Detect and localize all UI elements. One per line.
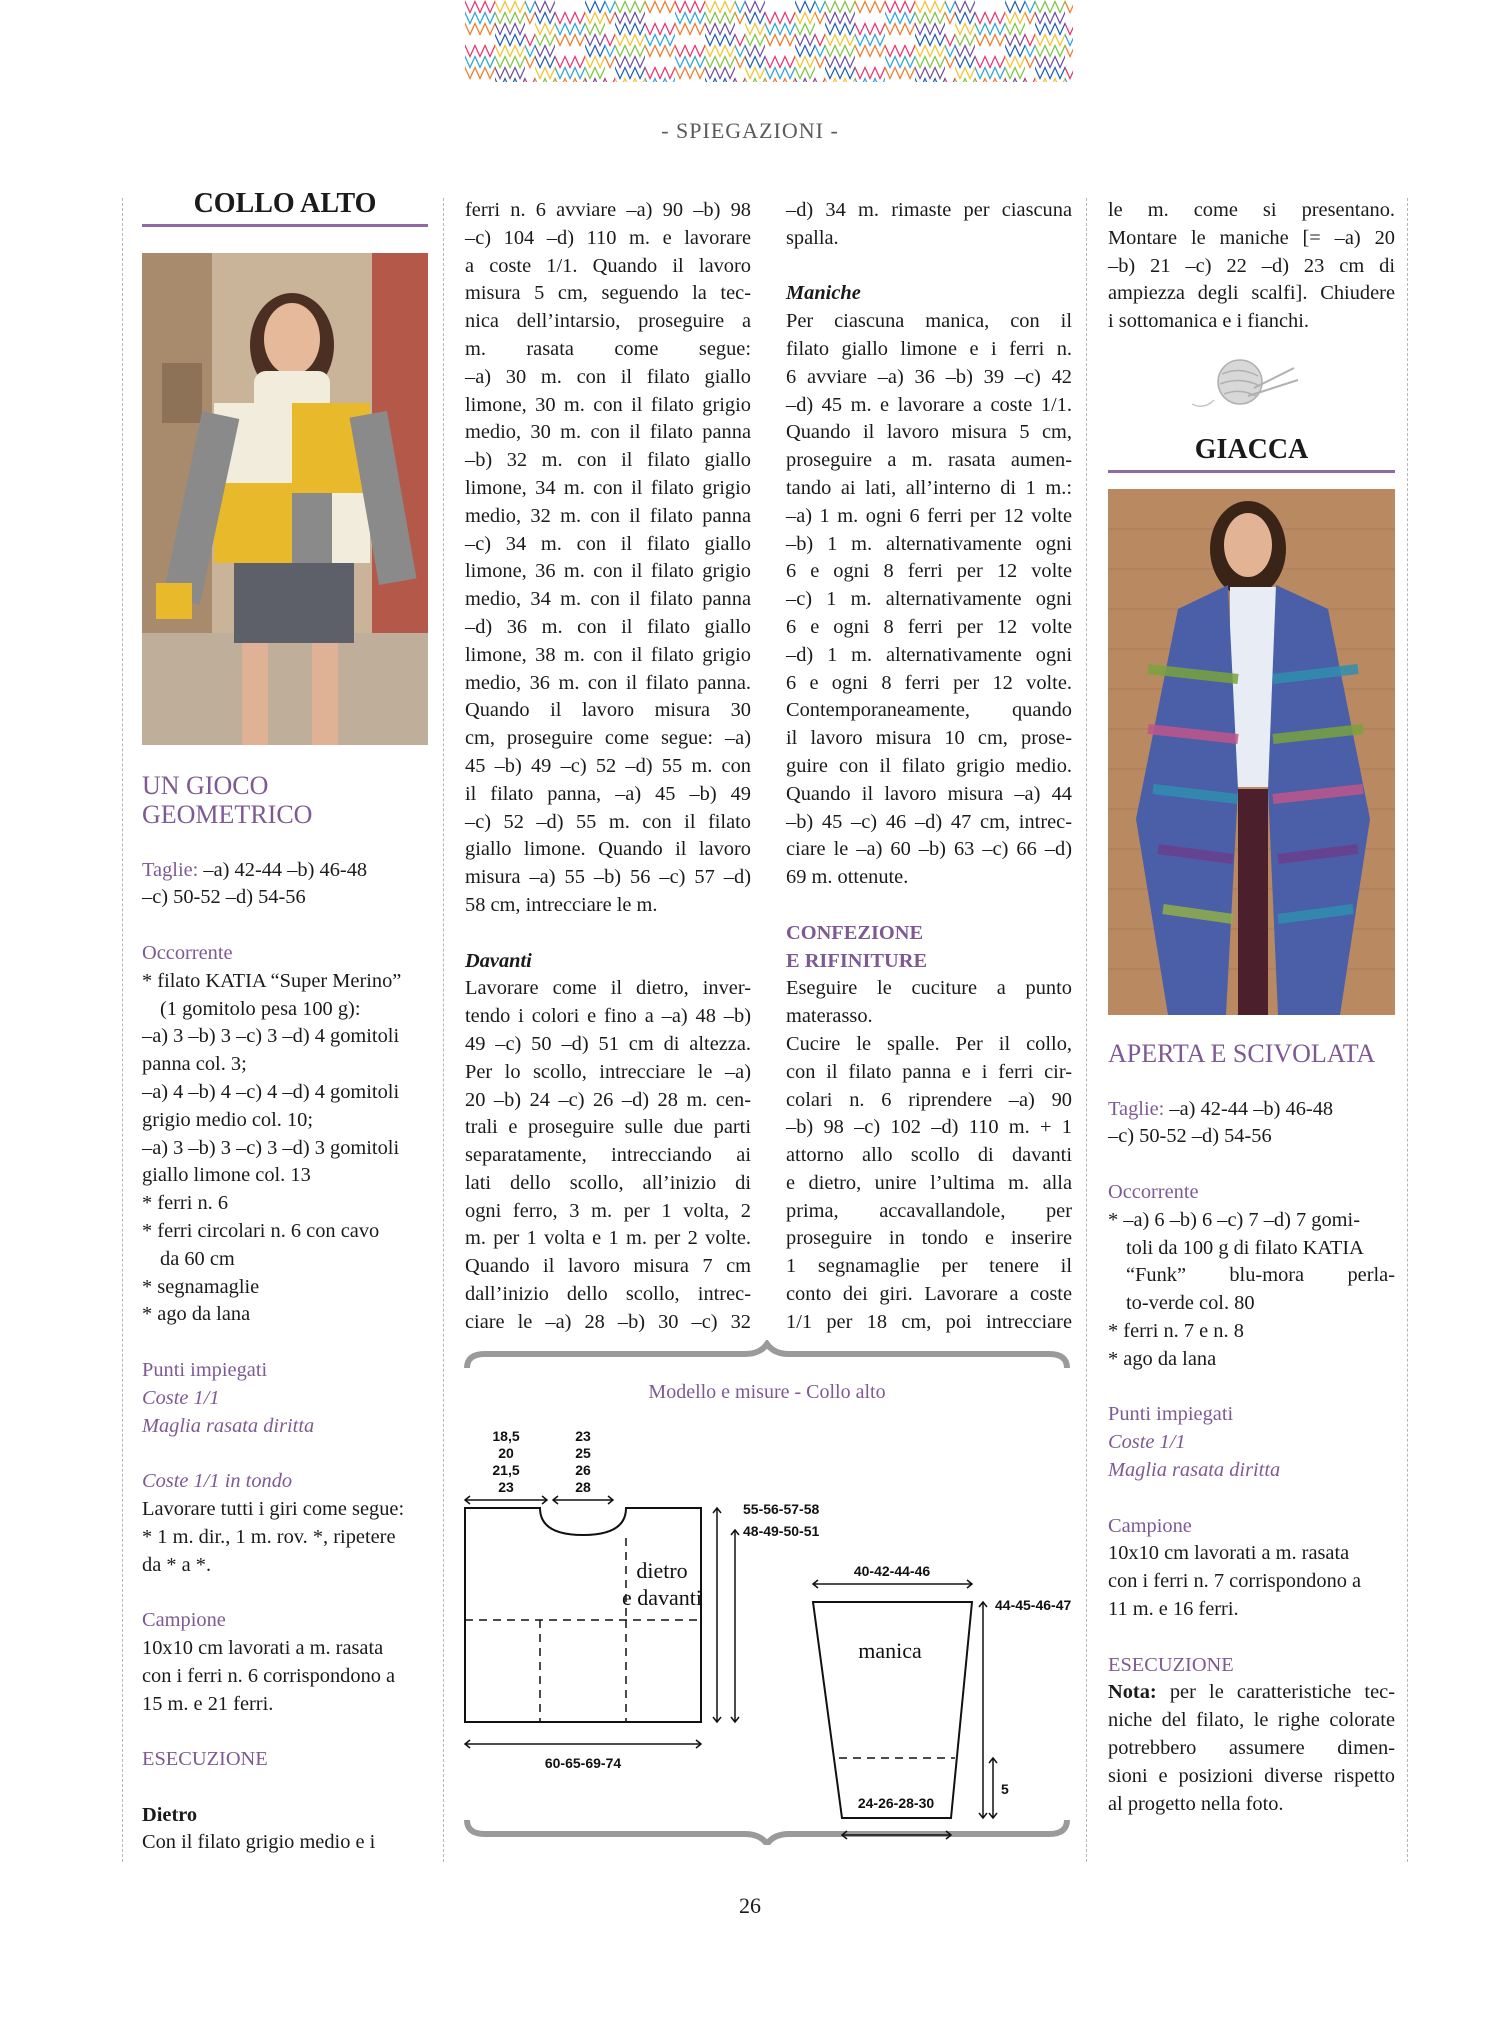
sizes-values: –a) 42-44 –b) 46-48 <box>198 858 368 881</box>
instruction-line: Per ciascuna manica, con il <box>786 310 1072 333</box>
instruction-line: spalla. <box>786 226 839 249</box>
stitch-item: Maglia rasata diritta <box>142 1414 315 1437</box>
shoulder-width-label: 18,5 <box>492 1428 520 1444</box>
instruction-line: Quando il lavoro misura 30 <box>465 699 751 722</box>
note-label: Nota: <box>1108 1681 1157 1704</box>
neck-width-label: 23 <box>575 1428 591 1444</box>
knit-stitch <box>635 0 645 14</box>
instruction-line: nica dell’intarsio, proseguire a <box>465 310 751 333</box>
sleeves-heading: Maniche <box>786 282 861 305</box>
instruction-line: colari n. 6 riprendere –a) 90 <box>786 1088 1072 1111</box>
instruction-line: m. rasata come segue: <box>465 337 751 360</box>
pattern-subtitle <box>142 771 428 829</box>
stitch-item: Maglia rasata diritta <box>1108 1458 1281 1481</box>
instruction-line: a coste 1/1. Quando il lavoro <box>465 254 751 277</box>
body-label: dietro <box>636 1558 688 1583</box>
instruction-line: giallo limone. Quando il lavoro <box>465 838 751 861</box>
instruction-line: –a) 30 m. con il filato giallo <box>465 365 751 388</box>
knit-stitch <box>575 0 585 14</box>
materials-line: (1 gomitolo pesa 100 g): <box>160 997 361 1020</box>
materials-heading: Occorrente <box>1108 1180 1199 1203</box>
instruction-line: materasso. <box>786 1005 873 1028</box>
gauge-line: 10x10 cm lavorati a m. rasata <box>142 1636 384 1659</box>
instruction-line: ciare le –a) 60 –b) 63 –c) 66 –d) <box>786 838 1072 861</box>
knit-stitch <box>885 0 895 14</box>
photo-woman-striped-jacket <box>1108 489 1395 1015</box>
column-instructions-back <box>465 197 751 1337</box>
knit-stitch <box>865 0 875 14</box>
knit-stitch <box>985 0 995 14</box>
shoulder-width-label: 20 <box>498 1445 514 1461</box>
instruction-line: ferri n. 6 avviare –a) 90 –b) 98 <box>465 199 751 221</box>
body-panel <box>465 1508 701 1722</box>
instruction-line: prima, accavallandole, per <box>786 1199 1072 1222</box>
sizes-values: –c) 50-52 –d) 54-56 <box>142 886 306 909</box>
knit-stitch <box>525 0 535 14</box>
instruction-line: medio, 30 m. con il filato panna <box>465 421 751 444</box>
instruction-line: 1 segnamaglie per tenere il <box>786 1255 1072 1278</box>
instruction-line: Eseguire le cuciture a punto <box>786 977 1072 1000</box>
pattern-title: GIACCA <box>1108 436 1395 473</box>
instruction-line: dall’inizio dello scollo, intrec- <box>465 1283 751 1306</box>
sleeve-length-label: 44-45-46-47 <box>995 1597 1072 1613</box>
width-arrows <box>465 1496 613 1504</box>
knit-stitch <box>895 0 905 14</box>
knit-stitch <box>605 0 615 14</box>
instruction-line: attorno allo scollo di davanti <box>786 1144 1072 1167</box>
knit-stitch <box>545 0 555 14</box>
instruction-line: ogni ferro, 3 m. per 1 volta, 2 <box>465 1199 751 1222</box>
knit-stitch <box>685 0 695 14</box>
diagram-title: Modello e misure - Collo alto <box>648 1381 886 1403</box>
knit-stitch <box>1025 0 1035 14</box>
instruction-line: –c) 1 m. alternativamente ogni <box>786 588 1072 611</box>
armhole-height-label: 48-49-50-51 <box>743 1523 820 1539</box>
sizes-label: Taglie: <box>142 858 199 881</box>
knit-stitch <box>765 0 775 14</box>
instruction-line: Cucire le spalle. Per il collo, <box>786 1032 1072 1055</box>
sizes-label: Taglie: <box>1108 1097 1165 1120</box>
knit-banner-image <box>465 0 1073 82</box>
knit-stitch <box>1065 66 1073 80</box>
materials-line: to-verde col. 80 <box>1126 1292 1255 1315</box>
instruction-line: Per lo scollo, intrecciare le –a) <box>465 1060 751 1083</box>
instruction-line: –b) 21 –c) 22 –d) 23 cm di <box>1108 254 1395 277</box>
instruction-line: –b) 32 m. con il filato giallo <box>465 449 751 472</box>
stitch-line: da * a *. <box>142 1553 212 1576</box>
section-title: - SPIEGAZIONI - <box>661 118 839 143</box>
stitches-heading: Punti impiegati <box>1108 1403 1234 1426</box>
instruction-line: 6 avviare –a) 36 –b) 39 –c) 42 <box>786 365 1072 388</box>
knit-stitch <box>1065 33 1073 47</box>
knit-stitch <box>535 0 545 14</box>
materials-line: –a) 3 –b) 3 –c) 3 –d) 3 gomitoli <box>142 1136 400 1159</box>
knit-stitch <box>645 0 655 14</box>
instruction-line: –b) 98 –c) 102 –d) 110 m. + 1 <box>786 1116 1072 1139</box>
instruction-line: misura –a) 55 –b) 56 –c) 57 –d) <box>465 866 751 889</box>
knit-stitch <box>1005 0 1015 14</box>
pattern-subtitle: APERTA E SCIVOLATA <box>1108 1038 1376 1068</box>
note-line: sioni e posizioni diverse rispetto <box>1108 1764 1395 1787</box>
knit-stitch <box>1045 0 1055 14</box>
knit-stitch <box>515 0 525 14</box>
materials-line: grigio medio col. 10; <box>142 1108 314 1131</box>
gauge-line: 15 m. e 21 ferri. <box>142 1692 274 1715</box>
gauge-heading: Campione <box>1108 1514 1192 1537</box>
knit-stitch <box>465 0 475 14</box>
materials-line: * ferri n. 6 <box>142 1192 229 1215</box>
knit-stitch <box>825 0 835 14</box>
materials-line: * ferri n. 7 e n. 8 <box>1108 1319 1244 1342</box>
stitches-heading: Punti impiegati <box>142 1358 268 1381</box>
knit-stitch <box>915 0 925 14</box>
materials-line: toli da 100 g di filato KATIA <box>1126 1236 1364 1259</box>
instruction-line: –c) 34 m. con il filato giallo <box>465 532 751 555</box>
column-divider <box>1407 198 1408 1862</box>
instruction-line: medio, 32 m. con il filato panna <box>465 504 751 527</box>
instruction-line: –a) 1 m. ogni 6 ferri per 12 volte <box>786 504 1072 527</box>
materials-line: –a) 4 –b) 4 –c) 4 –d) 4 gomitoli <box>142 1080 400 1103</box>
instruction-line: e dietro, unire l’ultima m. alla <box>786 1171 1072 1194</box>
instruction-line: filato giallo limone e i ferri n. <box>786 337 1072 360</box>
sizes-line <box>1108 1096 1395 1124</box>
pattern-title: COLLO ALTO <box>142 190 428 227</box>
instruction-line: 69 m. ottenute. <box>786 866 909 889</box>
instruction-line: 6 e ogni 8 ferri per 12 volte <box>786 560 1072 583</box>
knit-stitch <box>755 0 765 14</box>
knit-stitch <box>1035 0 1045 14</box>
body-width-label: 60-65-69-74 <box>544 1755 622 1771</box>
materials-line: “Funk” blu-mora perla- <box>1126 1264 1395 1287</box>
assembly-instructions <box>1108 197 1395 336</box>
knit-stitch <box>475 0 485 14</box>
instruction-line: Lavorare come il dietro, inver- <box>465 977 751 1000</box>
knit-stitch <box>835 0 845 14</box>
instructions-heading: ESECUZIONE <box>142 1748 268 1771</box>
front-instructions <box>465 975 751 1336</box>
finishing-heading: E RIFINITURE <box>786 949 928 972</box>
knit-stitch <box>1065 55 1073 69</box>
column-instructions-sleeves <box>786 197 1072 1337</box>
instruction-line: il lavoro misura 10 cm, prose- <box>786 727 1072 750</box>
knit-stitch <box>625 0 635 14</box>
sleeves-instructions <box>786 308 1072 892</box>
knit-stitch <box>1065 44 1073 58</box>
instruction-line: Con il filato grigio medio e i <box>142 1831 376 1854</box>
instruction-line: conto dei giri. Lavorare a coste <box>786 1283 1072 1306</box>
instruction-line: guire con il filato grigio medio. <box>786 754 1072 777</box>
knit-stitch <box>665 0 675 14</box>
instruction-line: separatamente, intrecciando ai <box>465 1144 751 1167</box>
instruction-line: limone, 38 m. con il filato grigio <box>465 643 751 666</box>
subtitle-line: GEOMETRICO <box>142 799 313 829</box>
knit-stitch <box>715 0 725 14</box>
instruction-line: misura 5 cm, seguendo la tec- <box>465 282 751 305</box>
sleeve-label: manica <box>858 1638 922 1663</box>
instruction-line: medio, 34 m. con il filato panna <box>465 588 751 611</box>
knit-stitch <box>875 0 885 14</box>
brace-bottom <box>467 1820 1067 1844</box>
materials-heading: Occorrente <box>142 941 233 964</box>
instruction-line: Quando il lavoro misura –a) 44 <box>786 782 1072 805</box>
materials-line: –a) 3 –b) 3 –c) 3 –d) 4 gomitoli <box>142 1025 400 1048</box>
knit-stitch <box>955 0 965 14</box>
instruction-line: –d) 1 m. alternativamente ogni <box>786 643 1072 666</box>
shoulder-width-label: 21,5 <box>492 1462 520 1478</box>
materials-line: da 60 cm <box>160 1247 235 1270</box>
stitch-line: Lavorare tutti i giri come segue: <box>142 1497 405 1520</box>
instruction-line: 45 –b) 49 –c) 52 –d) 55 m. con <box>465 754 751 777</box>
sizes-values: –a) 42-44 –b) 46-48 <box>1164 1097 1334 1120</box>
back-instructions <box>465 197 751 920</box>
note-line: al progetto nella foto. <box>1108 1792 1284 1815</box>
knit-stitch <box>775 0 785 14</box>
back-heading: Dietro <box>142 1803 198 1826</box>
instruction-line: cm, proseguire come segue: –a) <box>465 727 751 750</box>
instructions-heading: ESECUZIONE <box>1108 1653 1234 1676</box>
knit-stitch <box>815 0 825 14</box>
knit-stitch <box>745 0 755 14</box>
instruction-line: i sottomanica e i fianchi. <box>1108 310 1310 333</box>
brace-top <box>467 1344 1067 1368</box>
column-collo-alto <box>142 190 428 1857</box>
knit-stripe-banner <box>465 0 1073 82</box>
instruction-line: –d) 36 m. con il filato giallo <box>465 615 751 638</box>
knit-stitch <box>925 0 935 14</box>
instruction-line: 58 cm, intrecciare le m. <box>465 893 658 916</box>
knit-stitch <box>805 0 815 14</box>
knit-stitch <box>595 0 605 14</box>
photo-woman-turtleneck-sweater <box>142 253 428 745</box>
instruction-line: m. per 1 volta e 1 m. per 2 volte. <box>465 1227 751 1250</box>
stitch-heading: Coste 1/1 in tondo <box>142 1470 293 1493</box>
instruction-line: proseguire a m. rasata aumen- <box>786 449 1072 472</box>
sleeve-top-width-label: 40-42-44-46 <box>853 1563 931 1579</box>
instruction-line: limone, 34 m. con il filato grigio <box>465 476 751 499</box>
materials-line: * filato KATIA “Super Merino” <box>142 969 402 992</box>
knit-stitch <box>705 0 715 14</box>
instruction-line: ciare le –a) 28 –b) 30 –c) 32 <box>465 1310 751 1333</box>
neck-width-label: 26 <box>575 1462 591 1478</box>
total-height-label: 55-56-57-58 <box>743 1501 820 1517</box>
instruction-line: 6 e ogni 8 ferri per 12 volte. <box>786 671 1072 694</box>
yarn-ball-icon <box>1108 348 1395 418</box>
knit-stitch <box>695 0 705 14</box>
instruction-line: tando ai lati, all’interno di 1 m.: <box>786 476 1072 499</box>
knit-stitch <box>485 0 495 14</box>
knit-stitch <box>505 0 515 14</box>
stitch-item: Coste 1/1 <box>1108 1431 1186 1454</box>
front-heading: Davanti <box>465 949 532 972</box>
knit-stitch <box>855 0 865 14</box>
instruction-line: Montare le maniche [= –a) 20 <box>1108 226 1395 249</box>
body-label: e davanti <box>621 1585 703 1610</box>
column-giacca <box>1108 197 1395 1818</box>
instruction-line: Quando il lavoro misura 5 cm, <box>786 421 1072 444</box>
knit-stitch <box>675 0 685 14</box>
knit-stitch <box>785 0 795 14</box>
instruction-line: limone, 36 m. con il filato grigio <box>465 560 751 583</box>
note-line: potrebbero assumere dimen- <box>1108 1736 1395 1759</box>
instruction-line: –c) 52 –d) 55 m. con il filato <box>465 810 751 833</box>
shoulder-instructions <box>786 197 1072 253</box>
materials-line: giallo limone col. 13 <box>142 1164 311 1187</box>
materials-line: * ago da lana <box>1108 1347 1217 1370</box>
materials-line: * segnamaglie <box>142 1275 260 1298</box>
knit-stitch <box>795 0 805 14</box>
materials-list <box>142 968 428 1329</box>
stitch-item: Coste 1/1 <box>142 1386 220 1409</box>
knit-stitch <box>945 0 955 14</box>
instruction-line: Contemporaneamente, quando <box>786 699 1072 722</box>
sleeve-bottom-width-label: 24-26-28-30 <box>857 1795 935 1811</box>
instruction-line: lati dello scollo, all’inizio di <box>465 1171 751 1194</box>
knit-stitch <box>1055 0 1065 14</box>
instruction-line: 20 –b) 24 –c) 26 –d) 28 m. cen- <box>465 1088 751 1111</box>
instruction-line: le m. come si presentano. <box>1108 199 1395 221</box>
instruction-line: –b) 1 m. alternativamente ogni <box>786 532 1072 555</box>
materials-line: * –a) 6 –b) 6 –c) 7 –d) 7 gomi- <box>1108 1208 1360 1231</box>
sizes-line <box>142 857 428 885</box>
knit-stitch <box>655 0 665 14</box>
knit-stitch <box>495 0 505 14</box>
finishing-heading: CONFEZIONE <box>786 921 924 944</box>
neck-width-label: 25 <box>575 1445 591 1461</box>
stitch-line: * 1 m. dir., 1 m. rov. *, ripetere <box>142 1525 396 1548</box>
knit-stitch <box>1065 0 1073 14</box>
finishing-instructions <box>786 975 1072 1336</box>
instruction-line: 49 –c) 50 –d) 51 cm di altezza. <box>465 1032 751 1055</box>
instruction-line: 6 e ogni 8 ferri per 12 volte <box>786 615 1072 638</box>
instruction-line: –c) 104 –d) 110 m. e lavorare <box>465 226 751 249</box>
instruction-line: 1/1 per 18 cm, poi intrecciare <box>786 1310 1072 1333</box>
note-line: niche del filato, le righe colorate <box>1108 1709 1395 1732</box>
instruction-line: medio, 36 m. con il filato panna. <box>465 671 751 694</box>
instruction-line: –b) 45 –c) 46 –d) 47 cm, intrec- <box>786 810 1072 833</box>
knit-stitch <box>615 0 625 14</box>
instruction-line: limone, 30 m. con il filato grigio <box>465 393 751 416</box>
gauge-heading: Campione <box>142 1609 226 1632</box>
column-divider <box>122 198 123 1862</box>
knit-stitch <box>735 0 745 14</box>
materials-line: panna col. 3; <box>142 1053 247 1076</box>
note-text: per le caratteristiche tec- <box>1156 1681 1395 1704</box>
knit-stitch <box>995 0 1005 14</box>
gauge-line: con i ferri n. 6 corrispondono a <box>142 1664 396 1687</box>
knit-stitch <box>935 0 945 14</box>
page-number: 26 <box>739 1893 761 1918</box>
gauge-line: con i ferri n. 7 corrispondono a <box>1108 1570 1362 1593</box>
knit-stitch <box>585 0 595 14</box>
knit-stitch <box>565 0 575 14</box>
knit-stitch <box>975 0 985 14</box>
instruction-line: proseguire in tondo e inserire <box>786 1227 1072 1250</box>
materials-line: * ferri circolari n. 6 con cavo <box>142 1219 380 1242</box>
sleeve-cuff-height-label: 5 <box>1001 1781 1009 1797</box>
materials-line: * ago da lana <box>142 1303 251 1326</box>
knit-stitch <box>1065 22 1073 36</box>
knit-stitch <box>725 0 735 14</box>
knit-stitch <box>555 0 565 14</box>
note-line <box>1108 1679 1395 1707</box>
column-divider <box>443 198 444 1862</box>
instruction-line: –d) 34 m. rimaste per ciascuna <box>786 199 1072 221</box>
instruction-line: Quando il lavoro misura 7 cm <box>465 1255 751 1278</box>
instruction-line: con il filato panna e i ferri cir- <box>786 1060 1072 1083</box>
instruction-line: tendo i colori e fino a –a) 48 –b) <box>465 1005 751 1028</box>
knit-stitch <box>905 0 915 14</box>
body-width-arrow <box>465 1740 701 1748</box>
schematic-diagram <box>455 1340 1080 1845</box>
instruction-line: ampiezza degli scalfi]. Chiudere <box>1108 282 1395 305</box>
sleeve-panel <box>813 1602 972 1818</box>
subtitle-line: UN GIOCO <box>142 770 269 800</box>
gauge-line: 10x10 cm lavorati a m. rasata <box>1108 1542 1350 1565</box>
shoulder-width-label: 23 <box>498 1479 514 1495</box>
knit-stitch <box>965 0 975 14</box>
knit-stitch <box>1015 0 1025 14</box>
knit-stitch <box>845 0 855 14</box>
column-divider <box>1086 198 1087 1862</box>
instruction-line: trali e proseguire sulle due parti <box>465 1116 751 1139</box>
gauge-line: 11 m. e 16 ferri. <box>1108 1597 1239 1620</box>
sizes-values: –c) 50-52 –d) 54-56 <box>1108 1125 1272 1148</box>
height-arrows <box>713 1508 739 1722</box>
instruction-line: il filato panna, –a) 45 –b) 49 <box>465 782 751 805</box>
instruction-line: –d) 45 m. e lavorare a coste 1/1. <box>786 393 1072 416</box>
knit-stitch <box>1065 11 1073 25</box>
neck-width-label: 28 <box>575 1479 591 1495</box>
